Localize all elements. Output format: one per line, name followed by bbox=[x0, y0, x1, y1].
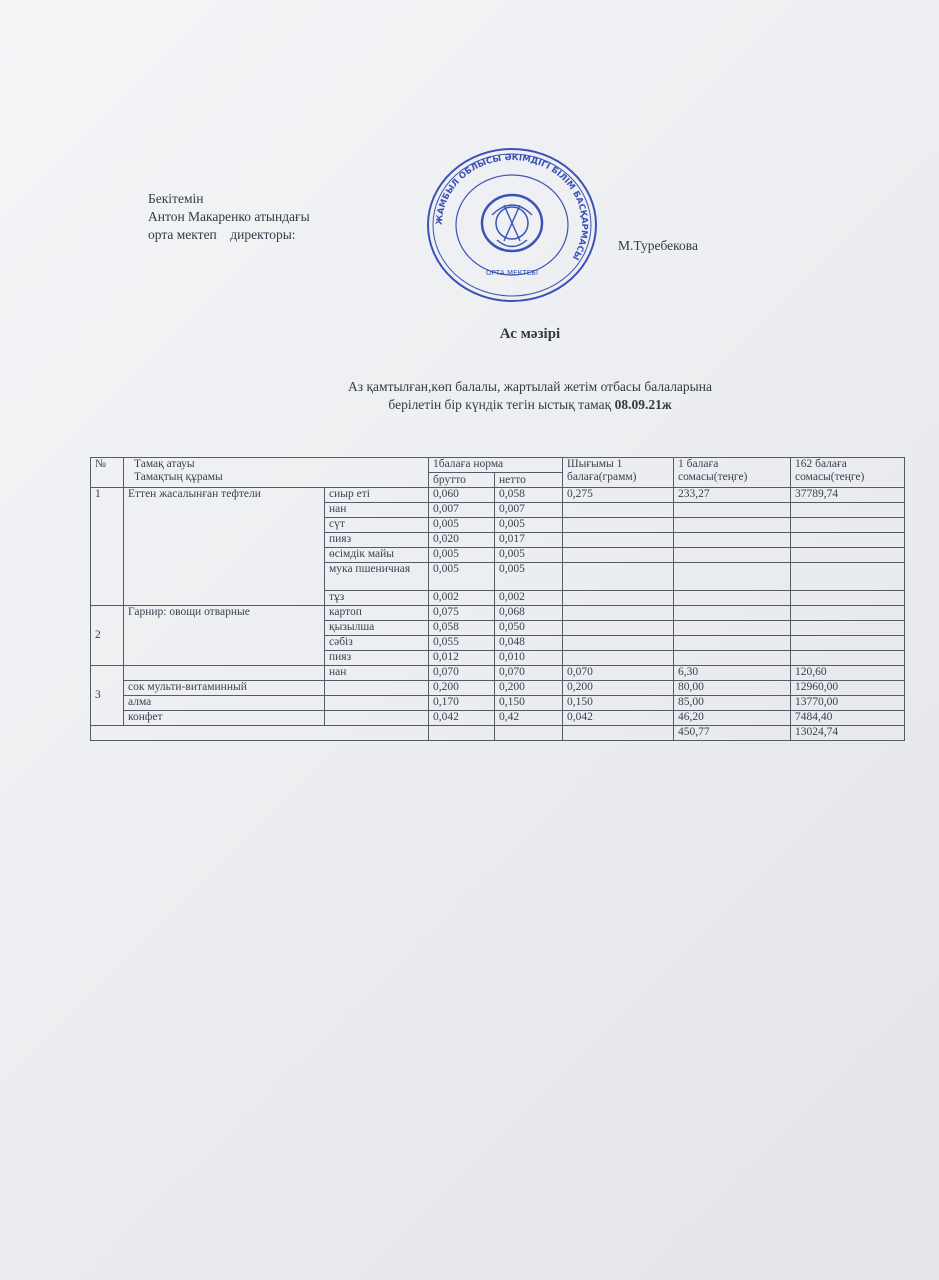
output-value: 0,070 bbox=[563, 666, 674, 681]
cost-162-value bbox=[791, 621, 905, 636]
cost-162-value bbox=[791, 651, 905, 666]
cost-162-value bbox=[791, 533, 905, 548]
header-output-line-2: балаға(грамм) bbox=[567, 471, 637, 483]
document-subtitle bbox=[0, 378, 939, 414]
header-netto: нетто bbox=[495, 473, 563, 488]
table-row bbox=[91, 696, 905, 711]
netto-value: 0,42 bbox=[495, 711, 563, 726]
output-value bbox=[563, 503, 674, 518]
netto-value: 0,005 bbox=[495, 563, 563, 591]
header-output bbox=[563, 458, 674, 488]
brutto-value: 0,042 bbox=[429, 711, 495, 726]
netto-value: 0,200 bbox=[495, 681, 563, 696]
document-title: Ас мәзірі bbox=[499, 326, 561, 342]
ingredient: нан bbox=[325, 503, 429, 518]
table-row bbox=[91, 711, 905, 726]
cost-one-value bbox=[674, 636, 791, 651]
brutto-value: 0,012 bbox=[429, 651, 495, 666]
output-value bbox=[563, 533, 674, 548]
header-dish-line-1: Тамақ атауы bbox=[134, 458, 195, 470]
header-brutto: брутто bbox=[429, 473, 495, 488]
cost-one-value bbox=[674, 533, 791, 548]
netto-value: 0,150 bbox=[495, 696, 563, 711]
ingredient: өсімдік майы bbox=[325, 548, 429, 563]
netto-value: 0,002 bbox=[495, 591, 563, 606]
menu-table bbox=[90, 457, 905, 741]
subtitle-line-2 bbox=[0, 396, 939, 414]
cost-one-value bbox=[674, 651, 791, 666]
cost-one-value bbox=[674, 621, 791, 636]
dish-name: алма bbox=[124, 696, 325, 711]
totals-empty-cell bbox=[495, 726, 563, 741]
brutto-value: 0,020 bbox=[429, 533, 495, 548]
netto-value: 0,007 bbox=[495, 503, 563, 518]
netto-value: 0,058 bbox=[495, 488, 563, 503]
dish-name: конфет bbox=[124, 711, 325, 726]
cost-one-value bbox=[674, 518, 791, 533]
brutto-value: 0,200 bbox=[429, 681, 495, 696]
output-value: 0,150 bbox=[563, 696, 674, 711]
header-dish-line-2: Тамақтың құрамы bbox=[134, 471, 223, 483]
group-number: 2 bbox=[91, 606, 124, 666]
cost-162-value bbox=[791, 591, 905, 606]
cost-162-value bbox=[791, 518, 905, 533]
approval-block bbox=[148, 190, 310, 244]
brutto-value: 0,005 bbox=[429, 548, 495, 563]
brutto-value: 0,007 bbox=[429, 503, 495, 518]
total-cost-one: 450,77 bbox=[674, 726, 791, 741]
header-cost-one bbox=[674, 458, 791, 488]
netto-value: 0,005 bbox=[495, 518, 563, 533]
netto-value: 0,005 bbox=[495, 548, 563, 563]
output-value bbox=[563, 606, 674, 621]
cost-162-value: 7484,40 bbox=[791, 711, 905, 726]
brutto-value: 0,058 bbox=[429, 621, 495, 636]
header-cost-one-line-1: 1 балаға bbox=[678, 458, 719, 470]
ingredient: қызылша bbox=[325, 621, 429, 636]
header-cost-one-line-2: сомасы(теңге) bbox=[678, 471, 748, 483]
group-number: 3 bbox=[91, 666, 124, 726]
brutto-value: 0,060 bbox=[429, 488, 495, 503]
ingredient: картоп bbox=[325, 606, 429, 621]
ingredient: сиыр еті bbox=[325, 488, 429, 503]
ingredient: сәбіз bbox=[325, 636, 429, 651]
cost-162-value: 120,60 bbox=[791, 666, 905, 681]
approval-line-2: Антон Макаренко атындағы bbox=[148, 209, 310, 224]
brutto-value: 0,005 bbox=[429, 518, 495, 533]
dish-name: Еттен жасалынған тефтели bbox=[124, 488, 325, 606]
header-cost-162-line-1: 162 балаға bbox=[795, 458, 847, 470]
menu-date: 08.09.21ж bbox=[614, 397, 672, 412]
table-row bbox=[91, 666, 905, 681]
cost-162-value bbox=[791, 636, 905, 651]
cost-162-value: 12960,00 bbox=[791, 681, 905, 696]
header-output-line-1: Шығымы 1 bbox=[567, 458, 623, 470]
dish-name: Гарнир: овощи отварные bbox=[124, 606, 325, 666]
cost-one-value: 80,00 bbox=[674, 681, 791, 696]
cost-162-value bbox=[791, 606, 905, 621]
cost-162-value bbox=[791, 548, 905, 563]
cost-162-value: 13770,00 bbox=[791, 696, 905, 711]
output-value bbox=[563, 548, 674, 563]
cost-one-value bbox=[674, 548, 791, 563]
ingredient bbox=[325, 711, 429, 726]
output-value bbox=[563, 651, 674, 666]
totals-label-cell bbox=[91, 726, 429, 741]
cost-one-value: 85,00 bbox=[674, 696, 791, 711]
brutto-value: 0,002 bbox=[429, 591, 495, 606]
ingredient: пияз bbox=[325, 533, 429, 548]
approval-line-3: орта мектеп директоры: bbox=[148, 227, 296, 242]
output-value: 0,200 bbox=[563, 681, 674, 696]
dish-name bbox=[124, 666, 325, 681]
netto-value: 0,068 bbox=[495, 606, 563, 621]
header-cost-162-line-2: сомасы(теңге) bbox=[795, 471, 865, 483]
header-cost-162 bbox=[791, 458, 905, 488]
netto-value: 0,070 bbox=[495, 666, 563, 681]
table-row bbox=[91, 488, 905, 503]
cost-one-value bbox=[674, 503, 791, 518]
cost-162-value bbox=[791, 563, 905, 591]
brutto-value: 0,055 bbox=[429, 636, 495, 651]
cost-one-value bbox=[674, 591, 791, 606]
brutto-value: 0,005 bbox=[429, 563, 495, 591]
ingredient: пияз bbox=[325, 651, 429, 666]
cost-one-value bbox=[674, 563, 791, 591]
netto-value: 0,048 bbox=[495, 636, 563, 651]
cost-162-value bbox=[791, 503, 905, 518]
dish-name: сок мульти-витаминный bbox=[124, 681, 325, 696]
header-dish bbox=[124, 458, 429, 488]
ingredient: мука пшеничная bbox=[325, 563, 429, 591]
ingredient: нан bbox=[325, 666, 429, 681]
header-no: № bbox=[91, 458, 124, 488]
signer-name: М.Туребекова bbox=[618, 238, 698, 253]
group-number: 1 bbox=[91, 488, 124, 606]
output-value: 0,275 bbox=[563, 488, 674, 503]
header-norm: 1балаға норма bbox=[429, 458, 563, 473]
seal-outer-text: ЖАМБЫЛ ОБЛЫСЫ ӘКІМДІГІ БІЛІМ БАСҚАРМАСЫ bbox=[434, 152, 590, 262]
seal-inner-text: ОРТА МЕКТЕБІ bbox=[485, 269, 539, 277]
netto-value: 0,050 bbox=[495, 621, 563, 636]
brutto-value: 0,075 bbox=[429, 606, 495, 621]
total-cost-162: 13024,74 bbox=[791, 726, 905, 741]
cost-one-value: 233,27 bbox=[674, 488, 791, 503]
cost-one-value: 6,30 bbox=[674, 666, 791, 681]
ingredient: сүт bbox=[325, 518, 429, 533]
totals-row bbox=[91, 726, 905, 741]
output-value bbox=[563, 621, 674, 636]
totals-empty-cell bbox=[429, 726, 495, 741]
cost-one-value bbox=[674, 606, 791, 621]
table-header-row bbox=[91, 458, 905, 473]
output-value bbox=[563, 563, 674, 591]
cost-162-value: 37789,74 bbox=[791, 488, 905, 503]
totals-empty-cell bbox=[563, 726, 674, 741]
output-value: 0,042 bbox=[563, 711, 674, 726]
cost-one-value: 46,20 bbox=[674, 711, 791, 726]
school-seal-stamp bbox=[422, 145, 602, 305]
netto-value: 0,010 bbox=[495, 651, 563, 666]
netto-value: 0,017 bbox=[495, 533, 563, 548]
output-value bbox=[563, 591, 674, 606]
brutto-value: 0,070 bbox=[429, 666, 495, 681]
approval-line-1: Бекітемін bbox=[148, 191, 204, 206]
table-row bbox=[91, 681, 905, 696]
output-value bbox=[563, 518, 674, 533]
ingredient: тұз bbox=[325, 591, 429, 606]
ingredient bbox=[325, 696, 429, 711]
brutto-value: 0,170 bbox=[429, 696, 495, 711]
output-value bbox=[563, 636, 674, 651]
ingredient bbox=[325, 681, 429, 696]
subtitle-line-2-text: берілетін бір күндік тегін ыстық тамақ bbox=[388, 397, 615, 412]
subtitle-line-1: Аз қамтылған,көп балалы, жартылай жетім отбасы балаларына bbox=[348, 379, 712, 394]
table-row bbox=[91, 606, 905, 621]
